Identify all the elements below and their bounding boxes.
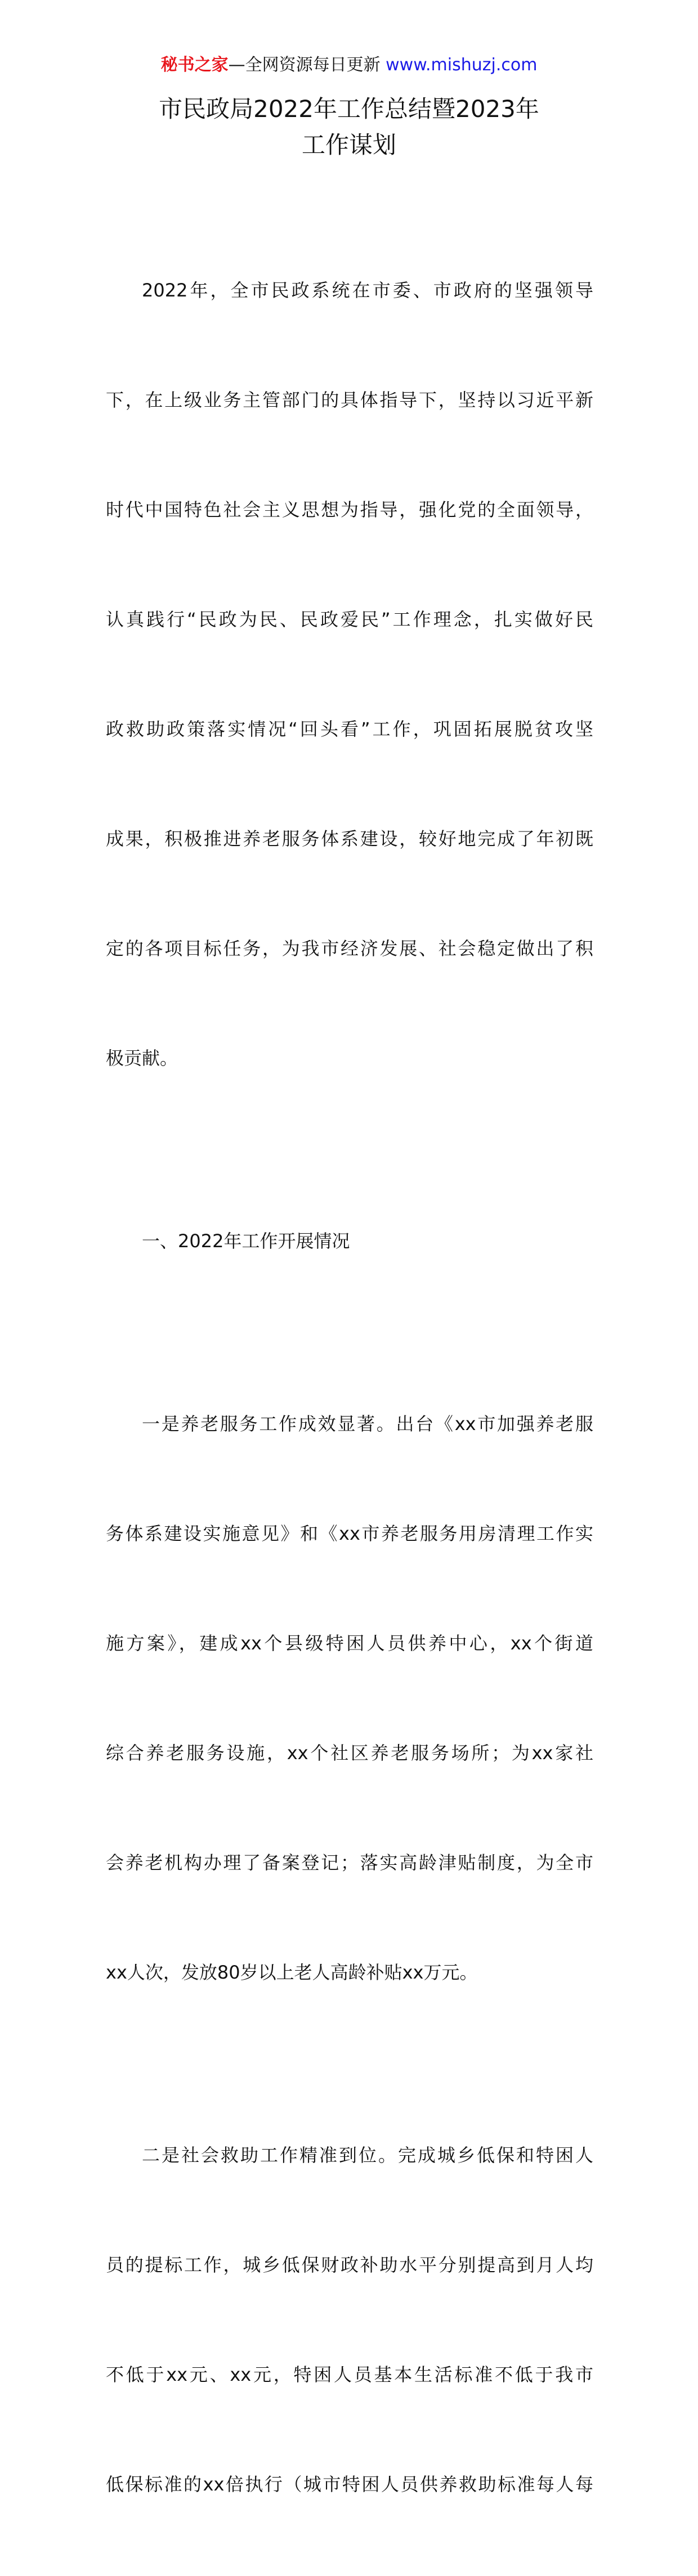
text-line: 员的提标工作，城乡低保财政补助水平分别提高到月人均: [106, 2254, 593, 2276]
text-line: 时代中国特色社会主义思想为指导，强化党的全面领导，: [106, 499, 593, 520]
site-watermark-header: [0, 54, 698, 77]
text-line: 政救助政策落实情况“回头看”工作，巩固拓展脱贫攻坚: [106, 718, 593, 740]
text-line: 一是养老服务工作成效显著。出台《xx市加强养老服: [142, 1413, 593, 1435]
section-heading-text: 一、2022年工作开展情况: [142, 1230, 350, 1252]
text-line: 低保标准的xx倍执行（城市特困人员供养救助标准每人每: [106, 2474, 593, 2495]
text-line: 认真践行“民政为民、民政爱民”工作理念，扎实做好民: [106, 609, 593, 630]
document-title-line-1: 市民政局2022年工作总结暨2023年: [159, 95, 539, 123]
text-line: 不低于xx元、xx元，特困人员基本生活标准不低于我市: [106, 2364, 593, 2385]
social-assistance-paragraph: [106, 2064, 593, 2576]
site-url-link[interactable]: www.mishuzj.com: [386, 55, 538, 75]
text-line: 综合养老服务设施，xx个社区养老服务场所；为xx家社: [106, 1742, 593, 1764]
text-line: 务体系建设实施意见》和《xx市养老服务用房清理工作实: [106, 1523, 593, 1544]
section-heading: [106, 1150, 593, 1333]
text-line: 2022年，全市民政系统在市委、市政府的坚强领导: [142, 280, 593, 301]
document-body: [106, 199, 593, 2576]
text-line: 会养老机构办理了备案登记；落实高龄津贴制度，为全市: [106, 1852, 593, 1873]
text-line: 施方案》，建成xx个县级特困人员供养中心，xx个街道: [106, 1633, 593, 1654]
text-line: 成果，积极推进养老服务体系建设，较好地完成了年初既: [106, 828, 593, 849]
brand-name: 秘书之家: [160, 55, 229, 75]
brand-tagline: —全网资源每日更新: [228, 55, 386, 75]
document-title: [0, 91, 698, 163]
intro-paragraph: [106, 199, 593, 1150]
text-line: 定的各项目标任务，为我市经济发展、社会稳定做出了积: [106, 938, 593, 959]
document-title-line-2: 工作谋划: [301, 131, 396, 159]
text-line: xx人次，发放80岁以上老人高龄补贴xx万元。: [106, 1962, 478, 1983]
text-line: 极贡献。: [106, 1048, 178, 1069]
text-line: 下，在上级业务主管部门的具体指导下，坚持以习近平新: [106, 389, 593, 411]
elderly-care-paragraph: [106, 1333, 593, 2064]
text-line: 二是社会救助工作精准到位。完成城乡低保和特困人: [142, 2145, 593, 2166]
